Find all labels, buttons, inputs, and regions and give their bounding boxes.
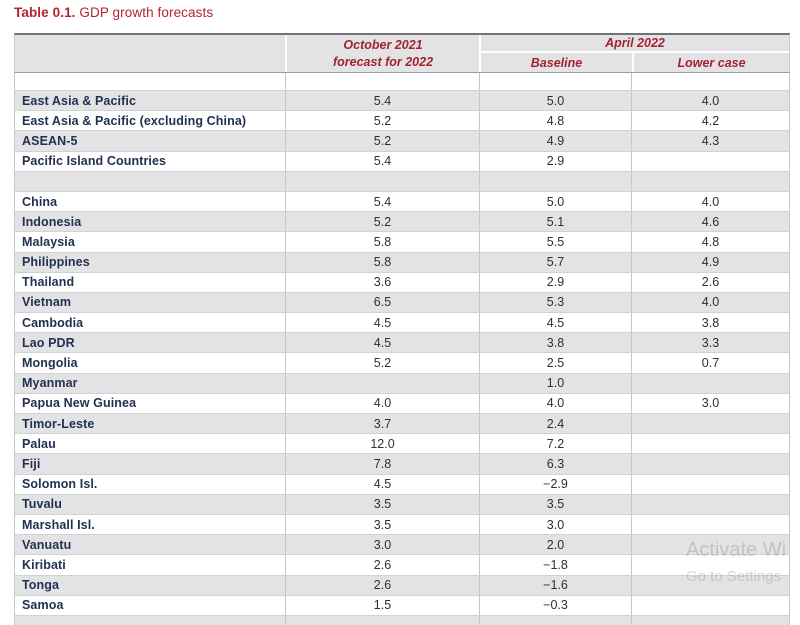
oct-2021-cell bbox=[285, 616, 479, 625]
lower-case-cell: 4.9 bbox=[631, 253, 789, 272]
header-april-subcolumns bbox=[481, 53, 789, 72]
go-to-settings-watermark: Go to Settings bbox=[686, 568, 782, 585]
row-label: Marshall Isl. bbox=[22, 517, 95, 532]
row-label: Tuvalu bbox=[22, 497, 62, 512]
row-label: Myanmar bbox=[22, 376, 78, 391]
row-label bbox=[15, 172, 285, 191]
oct-2021-cell: 3.5 bbox=[285, 515, 479, 534]
baseline-cell bbox=[479, 172, 631, 191]
lower-case-cell: 3.3 bbox=[631, 333, 789, 352]
table-body bbox=[14, 73, 790, 625]
table-row bbox=[15, 555, 789, 575]
row-label: Thailand bbox=[22, 275, 75, 290]
table-row bbox=[15, 232, 789, 252]
header-april-2022-group bbox=[479, 35, 789, 72]
oct-2021-cell: 5.4 bbox=[285, 152, 479, 171]
oct-2021-cell: 3.5 bbox=[285, 495, 479, 514]
oct-2021-cell: 3.7 bbox=[285, 414, 479, 433]
header-empty-cell bbox=[15, 35, 285, 72]
row-label: Fiji bbox=[22, 456, 41, 471]
header-lower-case: Lower case bbox=[632, 53, 789, 72]
row-label: Vanuatu bbox=[22, 537, 72, 552]
lower-case-cell: 4.2 bbox=[631, 111, 789, 130]
activate-windows-watermark: Activate Wi bbox=[686, 539, 787, 561]
table-row bbox=[15, 394, 789, 414]
baseline-cell: 5.1 bbox=[479, 212, 631, 231]
baseline-cell: 1.0 bbox=[479, 374, 631, 393]
oct-2021-cell: 6.5 bbox=[285, 293, 479, 312]
lower-case-cell: 4.0 bbox=[631, 91, 789, 110]
table-row bbox=[15, 434, 789, 454]
lower-case-cell bbox=[631, 495, 789, 514]
baseline-cell: 3.5 bbox=[479, 495, 631, 514]
oct-2021-cell: 5.8 bbox=[285, 253, 479, 272]
table-title-text: GDP growth forecasts bbox=[79, 5, 214, 20]
baseline-cell: 5.7 bbox=[479, 253, 631, 272]
lower-case-cell bbox=[631, 555, 789, 574]
oct-2021-cell: 12.0 bbox=[285, 434, 479, 453]
lower-case-cell bbox=[631, 475, 789, 494]
table-number: Table 0.1. bbox=[14, 5, 76, 20]
row-label: Samoa bbox=[22, 598, 64, 613]
table-row bbox=[15, 293, 789, 313]
lower-case-cell bbox=[631, 515, 789, 534]
oct-2021-cell: 5.2 bbox=[285, 212, 479, 231]
row-label: East Asia & Pacific (excluding China) bbox=[22, 113, 247, 128]
baseline-cell: 5.5 bbox=[479, 232, 631, 251]
table-row bbox=[15, 91, 789, 111]
baseline-cell: 6.3 bbox=[479, 454, 631, 473]
lower-case-cell: 3.0 bbox=[631, 394, 789, 413]
lower-case-cell: 4.0 bbox=[631, 192, 789, 211]
oct-2021-cell: 2.6 bbox=[285, 555, 479, 574]
table-row bbox=[15, 152, 789, 172]
baseline-cell: 5.0 bbox=[479, 91, 631, 110]
baseline-cell: 2.4 bbox=[479, 414, 631, 433]
lower-case-cell: 4.8 bbox=[631, 232, 789, 251]
lower-case-cell: 4.0 bbox=[631, 293, 789, 312]
baseline-cell: 5.0 bbox=[479, 192, 631, 211]
oct-2021-cell: 3.6 bbox=[285, 273, 479, 292]
header-october-line1: October 2021 bbox=[343, 38, 423, 53]
gdp-forecast-table bbox=[14, 33, 790, 625]
baseline-cell: −1.8 bbox=[479, 555, 631, 574]
table-row bbox=[15, 273, 789, 293]
lower-case-cell: 0.7 bbox=[631, 353, 789, 372]
table-row bbox=[15, 576, 789, 596]
table-row bbox=[15, 73, 789, 91]
baseline-cell: −2.9 bbox=[479, 475, 631, 494]
oct-2021-cell: 1.5 bbox=[285, 596, 479, 615]
row-label: Palau bbox=[22, 436, 56, 451]
row-label: Timor-Leste bbox=[22, 416, 95, 431]
baseline-cell: −1.6 bbox=[479, 576, 631, 595]
baseline-cell: −0.3 bbox=[479, 596, 631, 615]
baseline-cell bbox=[479, 616, 631, 625]
row-label: Mongolia bbox=[22, 356, 78, 371]
table-row bbox=[15, 454, 789, 474]
lower-case-cell: 2.6 bbox=[631, 273, 789, 292]
lower-case-cell: 4.6 bbox=[631, 212, 789, 231]
baseline-cell: 2.0 bbox=[479, 535, 631, 554]
lower-case-cell: 3.8 bbox=[631, 313, 789, 332]
row-label: Tonga bbox=[22, 578, 60, 593]
oct-2021-cell: 5.2 bbox=[285, 353, 479, 372]
table-row-partial bbox=[15, 616, 789, 625]
header-baseline: Baseline bbox=[530, 55, 583, 70]
oct-2021-cell: 4.5 bbox=[285, 475, 479, 494]
table-row bbox=[15, 475, 789, 495]
lower-case-cell bbox=[631, 596, 789, 615]
table-row bbox=[15, 192, 789, 212]
baseline-cell: 2.5 bbox=[479, 353, 631, 372]
lower-case-cell bbox=[631, 172, 789, 191]
oct-2021-cell: 5.2 bbox=[285, 111, 479, 130]
baseline-cell: 4.8 bbox=[479, 111, 631, 130]
row-label: Vietnam bbox=[22, 295, 72, 310]
table-row bbox=[15, 515, 789, 535]
baseline-cell: 4.0 bbox=[479, 394, 631, 413]
lower-case-cell bbox=[631, 414, 789, 433]
baseline-cell: 2.9 bbox=[479, 152, 631, 171]
header-april-2022: April 2022 bbox=[481, 35, 789, 53]
lower-case-cell bbox=[631, 454, 789, 473]
table-row bbox=[15, 212, 789, 232]
baseline-cell: 2.9 bbox=[479, 273, 631, 292]
lower-case-cell bbox=[631, 152, 789, 171]
oct-2021-cell: 5.4 bbox=[285, 192, 479, 211]
row-label: Kiribati bbox=[22, 557, 66, 572]
lower-case-cell bbox=[631, 434, 789, 453]
table-row bbox=[15, 253, 789, 273]
table-row bbox=[15, 374, 789, 394]
row-label: Indonesia bbox=[22, 214, 82, 229]
oct-2021-cell: 4.5 bbox=[285, 333, 479, 352]
table-row bbox=[15, 535, 789, 555]
row-label: Philippines bbox=[22, 255, 90, 270]
lower-case-cell bbox=[631, 374, 789, 393]
table-row bbox=[15, 313, 789, 333]
table-row bbox=[15, 596, 789, 616]
row-label: Lao PDR bbox=[22, 335, 75, 350]
table-title bbox=[14, 5, 213, 20]
row-label: Pacific Island Countries bbox=[22, 154, 167, 169]
lower-case-cell bbox=[631, 535, 789, 554]
lower-case-cell bbox=[631, 73, 789, 90]
baseline-cell: 3.0 bbox=[479, 515, 631, 534]
oct-2021-cell bbox=[285, 172, 479, 191]
baseline-cell: 5.3 bbox=[479, 293, 631, 312]
header-october-2021 bbox=[285, 35, 479, 72]
table-row bbox=[15, 353, 789, 373]
header-october-line2: forecast for 2022 bbox=[332, 54, 434, 69]
row-label: ASEAN-5 bbox=[22, 133, 78, 148]
oct-2021-cell: 5.2 bbox=[285, 131, 479, 150]
table-row bbox=[15, 172, 789, 192]
baseline-cell: 4.5 bbox=[479, 313, 631, 332]
row-label: China bbox=[22, 194, 58, 209]
row-label: Papua New Guinea bbox=[22, 396, 137, 411]
oct-2021-cell: 5.8 bbox=[285, 232, 479, 251]
oct-2021-cell: 5.4 bbox=[285, 91, 479, 110]
lower-case-cell bbox=[631, 616, 789, 625]
oct-2021-cell: 3.0 bbox=[285, 535, 479, 554]
table-row bbox=[15, 111, 789, 131]
row-label: East Asia & Pacific bbox=[22, 93, 136, 108]
table-row bbox=[15, 495, 789, 515]
oct-2021-cell: 7.8 bbox=[285, 454, 479, 473]
table-row bbox=[15, 414, 789, 434]
baseline-cell: 3.8 bbox=[479, 333, 631, 352]
oct-2021-cell bbox=[285, 374, 479, 393]
baseline-cell: 4.9 bbox=[479, 131, 631, 150]
table-row bbox=[15, 131, 789, 151]
table-header bbox=[14, 33, 790, 73]
lower-case-cell bbox=[631, 576, 789, 595]
baseline-cell bbox=[479, 73, 631, 90]
row-label bbox=[15, 73, 285, 90]
oct-2021-cell: 4.5 bbox=[285, 313, 479, 332]
baseline-cell: 7.2 bbox=[479, 434, 631, 453]
lower-case-cell: 4.3 bbox=[631, 131, 789, 150]
row-label: Solomon Isl. bbox=[22, 477, 98, 492]
table-row bbox=[15, 333, 789, 353]
row-label bbox=[15, 616, 285, 625]
oct-2021-cell: 4.0 bbox=[285, 394, 479, 413]
oct-2021-cell bbox=[285, 73, 479, 90]
row-label: Malaysia bbox=[22, 234, 75, 249]
oct-2021-cell: 2.6 bbox=[285, 576, 479, 595]
row-label: Cambodia bbox=[22, 315, 84, 330]
